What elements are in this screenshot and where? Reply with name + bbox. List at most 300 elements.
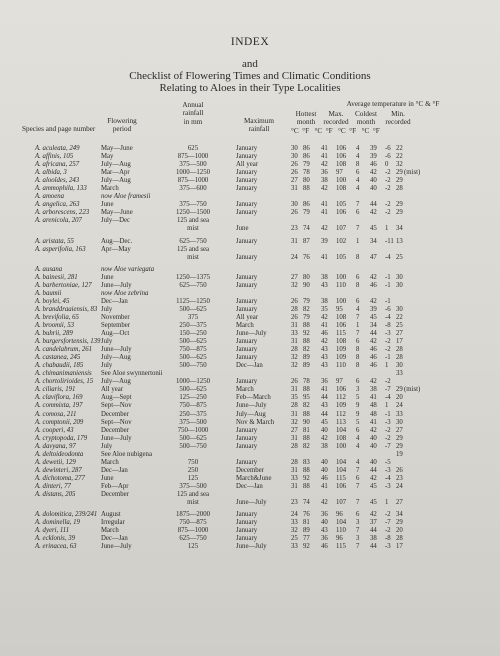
temp-cell: 42 bbox=[370, 426, 377, 434]
species-cell: A. affinis, 105 bbox=[35, 153, 74, 161]
max-rainfall-cell: Dec—Jan bbox=[236, 482, 263, 490]
temp-cell: 74 bbox=[303, 225, 310, 233]
species-cell: A. distans, 205 bbox=[35, 490, 76, 498]
temp-cell: 7 bbox=[356, 330, 360, 338]
temp-cell: 31 bbox=[291, 466, 298, 474]
temp-cell: 40 bbox=[370, 458, 377, 466]
table-row bbox=[0, 169, 500, 177]
temp-cell: 74 bbox=[303, 499, 310, 507]
table-row bbox=[0, 354, 500, 362]
temp-cell: 25 bbox=[291, 535, 298, 543]
temp-cell: -2 bbox=[385, 201, 391, 209]
temp-cell: 25 bbox=[396, 253, 403, 261]
max-rainfall-cell: All year bbox=[236, 161, 259, 169]
species-cell: A. branddraaiensis, 83 bbox=[35, 305, 98, 313]
flowering-cell: Apr—May bbox=[101, 245, 131, 253]
temp-cell: 48 bbox=[370, 410, 377, 418]
temp-cell: 42 bbox=[321, 313, 328, 321]
temp-cell: 33 bbox=[291, 543, 298, 551]
table-row bbox=[0, 161, 500, 169]
table-row bbox=[0, 362, 500, 370]
temp-cell: 40 bbox=[321, 466, 328, 474]
temp-cell: 32 bbox=[291, 362, 298, 370]
rainfall-cell: 150—250 bbox=[179, 330, 207, 338]
species-cell: A. arborescens, 223 bbox=[35, 209, 90, 217]
header-flowering-line-1: Flowering bbox=[107, 117, 137, 125]
header-max-line-2: recorded bbox=[323, 118, 349, 127]
temp-cell: 42 bbox=[321, 161, 328, 169]
temp-cell: 40 bbox=[370, 177, 377, 185]
species-cell: A. brevifolia, 65 bbox=[35, 313, 79, 321]
species-cell: A. dewinteri, 287 bbox=[35, 466, 82, 474]
temp-cell: 36 bbox=[321, 511, 328, 519]
temp-cell: 30 bbox=[291, 153, 298, 161]
temp-cell: 29 bbox=[396, 209, 403, 217]
table-row bbox=[0, 274, 500, 282]
temp-cell: 0 bbox=[385, 161, 389, 169]
temp-cell: 23 bbox=[396, 474, 403, 482]
temp-cell: 79 bbox=[303, 313, 310, 321]
temp-cell: -1 bbox=[385, 281, 391, 289]
rainfall-cell: 750 bbox=[187, 458, 199, 466]
flowering-cell: See Aloe nubigena bbox=[101, 450, 152, 458]
temp-cell: 102 bbox=[336, 237, 347, 245]
species-cell: A. ecklonis, 39 bbox=[35, 535, 76, 543]
temp-cell: 42 bbox=[370, 209, 377, 217]
temp-cell: 1 bbox=[356, 321, 360, 329]
rainfall-cell: 125 and sea bbox=[176, 217, 210, 225]
temp-cell: 38 bbox=[321, 177, 328, 185]
max-rainfall-cell: January bbox=[236, 519, 258, 527]
temp-cell: 38 bbox=[321, 297, 328, 305]
temp-cell: -4 bbox=[385, 313, 391, 321]
max-rainfall-cell: March bbox=[236, 386, 254, 394]
header-maximum-line-1: Maximum bbox=[244, 117, 274, 125]
max-rainfall-cell: All year bbox=[236, 313, 259, 321]
max-rainfall-cell: Feb—March bbox=[236, 394, 271, 402]
temp-cell: 45 bbox=[370, 225, 377, 233]
species-cell: A. dolomitica, 239/241 bbox=[35, 511, 98, 519]
species-cell: A. comosa, 211 bbox=[35, 410, 77, 418]
temp-cell: 97 bbox=[336, 169, 343, 177]
temp-cell: 1 bbox=[356, 237, 360, 245]
rainfall-cell: 1000—1250 bbox=[176, 169, 210, 177]
header-rainfall-line-3: in mm bbox=[183, 117, 203, 126]
rainfall-cell: 750—875 bbox=[179, 519, 207, 527]
species-cell: A. chimanimaniensis bbox=[35, 370, 92, 378]
species-cell: A. dominella, 19 bbox=[35, 519, 80, 527]
temp-cell: 1 bbox=[385, 499, 389, 507]
temp-cell: 33 bbox=[396, 410, 403, 418]
max-rainfall-cell: March bbox=[236, 321, 254, 329]
temp-cell: 23 bbox=[291, 225, 298, 233]
temp-cell: 88 bbox=[303, 338, 310, 346]
header-min-line-2: recorded bbox=[385, 118, 411, 127]
header-flowering bbox=[96, 117, 148, 134]
flowering-cell: July—Aug bbox=[101, 161, 131, 169]
table-row bbox=[0, 386, 500, 394]
flowering-cell: September bbox=[101, 321, 131, 329]
temp-cell: 26 bbox=[291, 161, 298, 169]
species-cell: A. davyana, 97 bbox=[35, 442, 76, 450]
temp-cell: 1 bbox=[385, 225, 389, 233]
temp-cell: 108 bbox=[336, 161, 347, 169]
table-row bbox=[0, 370, 500, 378]
temp-cell: -2 bbox=[385, 185, 391, 193]
rainfall-cell: 500—625 bbox=[179, 434, 207, 442]
temp-cell: 109 bbox=[336, 346, 347, 354]
flowering-cell: June—July bbox=[101, 543, 132, 551]
max-rainfall-cell: January bbox=[236, 297, 258, 305]
table-row bbox=[0, 246, 500, 254]
temp-cell: -2 bbox=[385, 527, 391, 535]
table-row bbox=[0, 338, 500, 346]
species-cell: A. chortolirioides, 15 bbox=[35, 378, 94, 386]
temp-cell: 27 bbox=[396, 330, 403, 338]
flowering-cell: June bbox=[101, 273, 114, 281]
temp-cell: 78 bbox=[303, 169, 310, 177]
temp-cell: 1 bbox=[385, 362, 389, 370]
max-rainfall-cell: January bbox=[236, 273, 258, 281]
rainfall-cell: 1250—1500 bbox=[176, 209, 210, 217]
temp-cell: 41 bbox=[321, 482, 328, 490]
rainfall-cell: 875—1000 bbox=[177, 153, 209, 161]
flowering-cell: May bbox=[101, 153, 114, 161]
temp-cell: 7 bbox=[356, 313, 360, 321]
species-cell: A. erinacea, 63 bbox=[35, 543, 77, 551]
temp-cell: -2 bbox=[385, 177, 391, 185]
species-cell: A. chabaudii, 185 bbox=[35, 362, 84, 370]
max-rainfall-cell: January bbox=[236, 305, 258, 313]
temp-cell: 31 bbox=[291, 434, 298, 442]
species-cell: A. arenicola, 207 bbox=[35, 217, 82, 225]
flowering-cell: Aug—Dec. bbox=[101, 237, 133, 245]
temp-cell: 24 bbox=[291, 253, 298, 261]
flowering-cell: Feb—Apr bbox=[101, 482, 129, 490]
temp-cell: 78 bbox=[303, 378, 310, 386]
flowering-cell: July—Dec bbox=[101, 217, 131, 225]
temp-cell: 34 bbox=[396, 225, 403, 233]
temp-cell: 44 bbox=[370, 527, 377, 535]
table-row bbox=[0, 394, 500, 402]
subtitle-line-2: Checklist of Flowering Times and Climatic Conditions bbox=[129, 70, 371, 82]
temp-cell: 34 bbox=[370, 237, 377, 245]
temp-cell: 42 bbox=[370, 511, 377, 519]
species-cell: A. ciliaris, 191 bbox=[35, 386, 76, 394]
temp-cell: 28 bbox=[396, 354, 403, 362]
max-rainfall-cell: January bbox=[236, 378, 258, 386]
temp-cell: 90 bbox=[303, 281, 310, 289]
temp-cell: 32 bbox=[291, 354, 298, 362]
temp-cell: 43 bbox=[321, 527, 328, 535]
table-row bbox=[0, 266, 500, 274]
temp-cell: 43 bbox=[321, 346, 328, 354]
temp-cell: 46 bbox=[370, 281, 377, 289]
temp-cell: 110 bbox=[336, 281, 346, 289]
max-rainfall-cell: December bbox=[236, 466, 264, 474]
temp-cell: 82 bbox=[303, 305, 310, 313]
header-maximum-line-2: rainfall bbox=[248, 125, 270, 134]
table-row bbox=[0, 411, 500, 419]
flowering-cell: November bbox=[101, 313, 130, 321]
temp-cell: 95 bbox=[303, 394, 310, 402]
max-rainfall-cell: June—July bbox=[236, 402, 267, 410]
temp-cell: 79 bbox=[303, 161, 310, 169]
temp-cell: 6 bbox=[356, 511, 360, 519]
temp-cell: 25 bbox=[396, 321, 403, 329]
flowering-cell: Aug—Oct bbox=[101, 330, 130, 338]
max-rainfall-cell: January bbox=[236, 185, 258, 193]
temp-cell: 100 bbox=[336, 442, 347, 450]
flowering-cell: Sept—Nov bbox=[101, 402, 132, 410]
temp-cell: 8 bbox=[356, 253, 360, 261]
temp-cell: 43 bbox=[321, 354, 328, 362]
temp-cell: 4 bbox=[356, 442, 360, 450]
temp-cell: 4 bbox=[356, 145, 360, 152]
temp-cell: 106 bbox=[336, 209, 347, 217]
temp-cell: 100 bbox=[336, 273, 347, 281]
temp-cell: 96 bbox=[336, 511, 343, 519]
temp-cell: 29 bbox=[396, 201, 403, 209]
temp-cell: 38 bbox=[370, 386, 377, 394]
header-avg-temp: Average temperature in °C & °F bbox=[346, 100, 440, 108]
max-rainfall-cell: July—Aug bbox=[236, 410, 266, 418]
max-rainfall-cell: January bbox=[236, 177, 258, 185]
temp-cell: 7 bbox=[356, 201, 360, 209]
rainfall-cell: 125—250 bbox=[179, 394, 207, 402]
temp-cell: 22 bbox=[396, 145, 403, 152]
flowering-cell: July—Aug bbox=[101, 354, 131, 362]
subtitle-line-1: and bbox=[242, 58, 258, 70]
rainfall-cell: mist bbox=[187, 499, 199, 507]
temp-cell: 3 bbox=[356, 386, 360, 394]
temp-cell: 43 bbox=[321, 281, 328, 289]
temp-cell: 43 bbox=[321, 402, 328, 410]
header-coldest bbox=[350, 110, 382, 127]
species-cell: A. candelabrum, 261 bbox=[35, 346, 93, 354]
temp-cell: 32 bbox=[291, 418, 298, 426]
temp-cell: 31 bbox=[291, 482, 298, 490]
temp-cell: -2 bbox=[385, 511, 391, 519]
table-row bbox=[0, 330, 500, 338]
temp-cell: 45 bbox=[370, 482, 377, 490]
table-row bbox=[0, 511, 500, 519]
flowering-cell: March bbox=[101, 527, 119, 535]
species-cell: A. buhrii, 289 bbox=[35, 330, 73, 338]
temp-cell: -2 bbox=[385, 434, 391, 442]
table-row bbox=[0, 459, 500, 467]
temp-cell: 46 bbox=[370, 354, 377, 362]
max-rainfall-cell: January bbox=[236, 201, 258, 209]
max-rainfall-cell: January bbox=[236, 442, 258, 450]
temp-cell: 3 bbox=[356, 519, 360, 527]
rainfall-cell: 500—750 bbox=[179, 442, 207, 450]
temp-cell: 30 bbox=[396, 281, 403, 289]
flowering-cell: July bbox=[101, 338, 113, 346]
temp-cell: 35 bbox=[291, 394, 298, 402]
rainfall-cell: 1875—2000 bbox=[176, 511, 210, 519]
temp-cell: 97 bbox=[336, 378, 343, 386]
flowering-cell: All year bbox=[101, 386, 124, 394]
species-cell: A. amoena bbox=[35, 193, 65, 201]
temp-cell: 109 bbox=[336, 354, 347, 362]
max-rainfall-cell: January bbox=[236, 458, 258, 466]
temp-cell: 27 bbox=[396, 426, 403, 434]
temp-cell: 41 bbox=[370, 394, 377, 402]
temp-cell: 33 bbox=[291, 519, 298, 527]
temp-cell: 95 bbox=[336, 305, 343, 313]
max-rainfall-cell: January bbox=[236, 527, 258, 535]
temp-cell: 107 bbox=[336, 499, 347, 507]
temp-cell: -1 bbox=[385, 273, 391, 281]
temp-cell: 31 bbox=[291, 237, 298, 245]
temp-cell: -11 bbox=[385, 237, 394, 245]
flowering-cell: December bbox=[101, 426, 129, 434]
temp-cell: 41 bbox=[321, 201, 328, 209]
species-cell: A. comptonii, 209 bbox=[35, 418, 84, 426]
temp-cell: 20 bbox=[396, 527, 403, 535]
rainfall-cell: 250—375 bbox=[179, 321, 207, 329]
max-rainfall-cell: January bbox=[236, 338, 258, 346]
temp-cell: 22 bbox=[396, 153, 403, 161]
flowering-cell: July bbox=[101, 442, 113, 450]
temp-cell: 19 bbox=[396, 450, 403, 458]
temp-cell: 17 bbox=[396, 338, 403, 346]
temp-cell: 88 bbox=[303, 410, 310, 418]
temp-cell: 46 bbox=[321, 543, 328, 551]
temp-cell: 6 bbox=[356, 273, 360, 281]
temp-cell: 7 bbox=[356, 482, 360, 490]
temp-cell: 90 bbox=[303, 418, 310, 426]
temp-cell: 29 bbox=[396, 519, 403, 527]
temp-cell: 79 bbox=[303, 297, 310, 305]
header-maximum bbox=[234, 117, 284, 134]
temp-cell: 32 bbox=[291, 281, 298, 289]
rainfall-cell: 625—750 bbox=[179, 281, 207, 289]
temp-cell: 26 bbox=[291, 209, 298, 217]
header-hottest bbox=[291, 110, 321, 127]
temp-cell: (mist) bbox=[404, 169, 421, 177]
table-row bbox=[0, 402, 500, 410]
temp-cell: 38 bbox=[321, 273, 328, 281]
temp-cell: 89 bbox=[303, 362, 310, 370]
flowering-cell: July—Aug bbox=[101, 378, 131, 386]
temp-cell: -4 bbox=[385, 474, 391, 482]
temp-cell: 41 bbox=[370, 418, 377, 426]
flowering-cell: Dec—Jan bbox=[101, 466, 128, 474]
temp-cell: 30 bbox=[396, 273, 403, 281]
rainfall-cell: 125 bbox=[187, 474, 199, 482]
flowering-cell: March bbox=[101, 185, 119, 193]
temp-cell: 45 bbox=[370, 313, 377, 321]
temp-cell: -5 bbox=[385, 458, 391, 466]
temp-cell: 7 bbox=[356, 499, 360, 507]
header-coldest-line-1: Coldest bbox=[355, 110, 377, 118]
temp-cell: 29 bbox=[396, 386, 403, 394]
temp-cell: 41 bbox=[321, 253, 328, 261]
temp-cell: 8 bbox=[356, 281, 360, 289]
species-cell: A. dewetii, 129 bbox=[35, 458, 76, 466]
temp-cell: 26 bbox=[291, 297, 298, 305]
temp-cell: -1 bbox=[385, 354, 391, 362]
temp-cell: 4 bbox=[356, 153, 360, 161]
species-cell: A. ausana bbox=[35, 265, 63, 273]
temp-cell: 29 bbox=[396, 442, 403, 450]
temp-cell: 1 bbox=[385, 402, 389, 410]
header-hottest-line-2: month bbox=[296, 118, 316, 127]
temp-cell: -7 bbox=[385, 386, 391, 394]
max-rainfall-cell: June—July bbox=[236, 330, 267, 338]
temp-cell: 27 bbox=[396, 499, 403, 507]
temp-cell: 24 bbox=[396, 482, 403, 490]
max-rainfall-cell: January bbox=[236, 354, 258, 362]
species-cell: A. albida, 3 bbox=[35, 169, 67, 177]
temp-cell: 42 bbox=[321, 338, 328, 346]
temp-cell: 81 bbox=[303, 426, 310, 434]
header-coldest-line-2: month bbox=[356, 118, 376, 127]
temp-cell: 6 bbox=[356, 378, 360, 386]
rainfall-cell: 375 bbox=[187, 313, 199, 321]
temp-cell: 40 bbox=[321, 426, 328, 434]
temp-cell: -3 bbox=[385, 418, 391, 426]
temp-cell: 83 bbox=[303, 458, 310, 466]
temp-cell: 4 bbox=[356, 434, 360, 442]
rainfall-cell: 375—500 bbox=[179, 418, 207, 426]
temp-cell: 104 bbox=[336, 426, 347, 434]
table-row bbox=[0, 193, 500, 201]
temp-cell: 106 bbox=[336, 145, 347, 152]
species-cell: A. angelica, 263 bbox=[35, 201, 80, 209]
flowering-cell: June—July bbox=[101, 346, 132, 354]
species-cell: A. commixta, 197 bbox=[35, 402, 83, 410]
temp-cell: -8 bbox=[385, 535, 391, 543]
table-row bbox=[0, 378, 500, 386]
temp-cell: 40 bbox=[370, 185, 377, 193]
species-cell: A. dichotoma, 277 bbox=[35, 474, 85, 482]
temp-cell: 37 bbox=[370, 519, 377, 527]
temp-cell: 29 bbox=[396, 434, 403, 442]
table-row bbox=[0, 451, 500, 459]
temp-cell: 39 bbox=[370, 145, 377, 152]
temp-cell: 30 bbox=[396, 362, 403, 370]
temp-cell: -3 bbox=[385, 330, 391, 338]
temp-cell: 30 bbox=[291, 145, 298, 152]
header-units: °C °F °C °F °C °F °C °F bbox=[291, 127, 380, 135]
temp-cell: 110 bbox=[336, 527, 346, 535]
temp-cell: 76 bbox=[303, 511, 310, 519]
temp-cell: 110 bbox=[336, 362, 346, 370]
temp-cell: 46 bbox=[370, 346, 377, 354]
temp-cell: 35 bbox=[321, 305, 328, 313]
table-row bbox=[0, 322, 500, 330]
temp-cell: 45 bbox=[321, 418, 328, 426]
table-row bbox=[0, 217, 500, 225]
temp-cell: 106 bbox=[336, 386, 347, 394]
temp-cell: 79 bbox=[303, 209, 310, 217]
temp-cell: 28 bbox=[396, 185, 403, 193]
temp-cell: 88 bbox=[303, 386, 310, 394]
species-cell: A. burgersfortensis, 139 bbox=[35, 338, 101, 346]
temp-cell: 108 bbox=[336, 185, 347, 193]
rainfall-cell: 250—375 bbox=[179, 410, 207, 418]
temp-cell: -8 bbox=[385, 321, 391, 329]
flowering-cell: May—June bbox=[101, 209, 133, 217]
temp-cell: 113 bbox=[336, 418, 346, 426]
table-row bbox=[0, 145, 500, 153]
table-row bbox=[0, 298, 500, 306]
flowering-cell: Irregular bbox=[101, 519, 125, 527]
temp-cell: 32 bbox=[291, 527, 298, 535]
